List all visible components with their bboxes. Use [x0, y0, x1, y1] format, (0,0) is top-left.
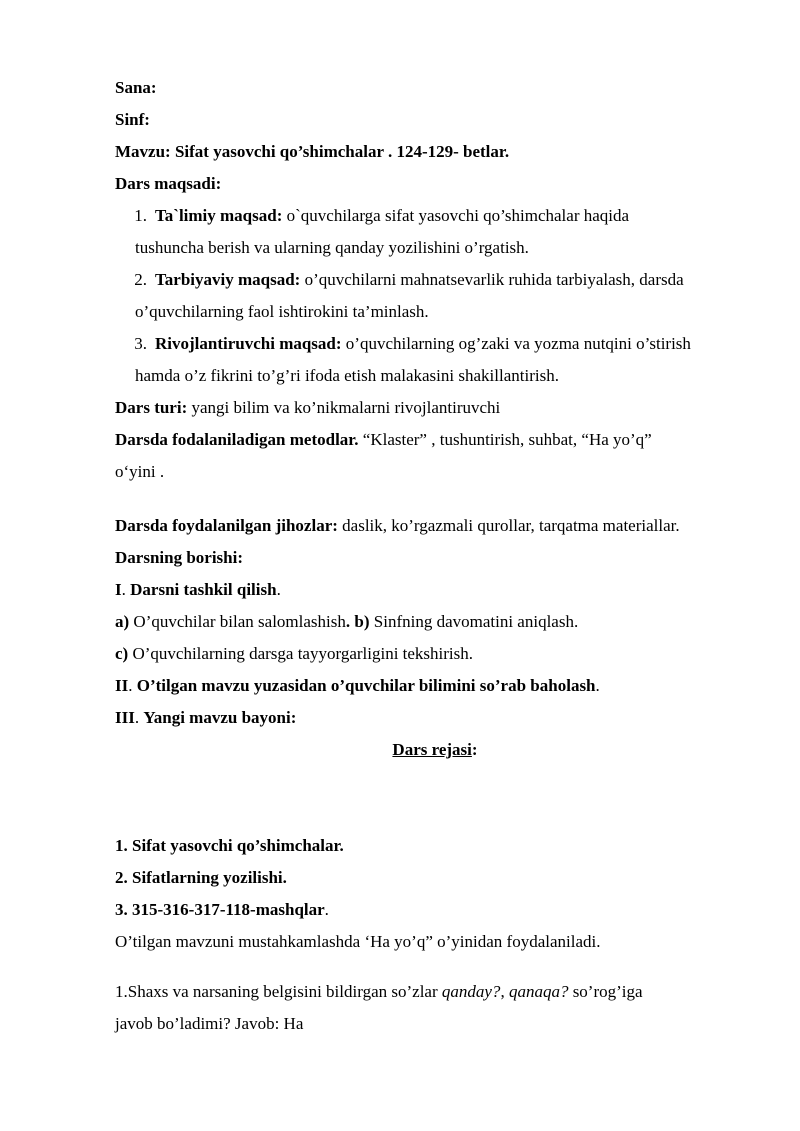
- sub-c-marker: c): [115, 644, 129, 663]
- goal-number: 3.: [134, 334, 147, 353]
- reja-title: Dars rejasi: [392, 740, 472, 759]
- goal-item-2-line2: o’quvchilarning faol ishtirokini ta’minlash.: [135, 302, 429, 321]
- plan-label: 1. Sifat yasovchi qo’shimchalar.: [115, 836, 344, 855]
- step-3: [115, 702, 755, 734]
- mavzu-line: Mavzu: Sifat yasovchi qo’shimchalar . 124-129- betlar.: [115, 142, 510, 161]
- goal-item-3-line2: hamda o’z fikrini to’g’ri ifoda etish malakasini shakillantirish.: [135, 366, 559, 385]
- spacer: [115, 958, 755, 976]
- plan-label: 2. Sifatlarning yozilishi.: [115, 868, 287, 887]
- step-end: .: [276, 580, 281, 599]
- dars-turi-text: yangi bilim va ko’nikmalarni rivojlantiruvchi: [187, 398, 501, 417]
- dars-turi-label: Dars turi:: [115, 398, 188, 417]
- goal-text: o’quvchilarning og’zaki va yozma nutqini o’stirish: [341, 334, 691, 353]
- plan-item-1: [115, 830, 755, 862]
- spacer: [115, 766, 755, 830]
- step-1-ab: [115, 606, 755, 638]
- step-1-c: [115, 638, 755, 670]
- goal-item-1-line2: tushuncha berish va ularning qanday yozilishini o’rgatish.: [135, 238, 529, 257]
- dars-maqsadi-heading: Dars maqsadi:: [115, 174, 222, 193]
- question-1-line1: [115, 976, 755, 1008]
- dars-turi-line: [115, 392, 755, 424]
- jihozlar-line: [115, 510, 755, 542]
- step-dot: .: [128, 676, 137, 695]
- metodlar-line: [115, 424, 755, 456]
- goal-label: Tarbiyaviy maqsad:: [155, 270, 301, 289]
- jihozlar-label: Darsda foydalanilgan jihozlar:: [115, 516, 338, 535]
- sub-b-marker: . b): [345, 612, 370, 631]
- question-italic-1: qanday?: [441, 982, 501, 1001]
- question-italic-2: qanaqa?: [508, 982, 569, 1001]
- borishi-heading: Darsning borishi:: [115, 548, 243, 567]
- question-1-line2: javob bo’ladimi? Javob: Ha: [115, 1014, 304, 1033]
- mustahkam-line: O’tilgan mavzuni mustahkamlashda ‘Ha yo’q” o’yinidan foydalaniladi.: [115, 932, 601, 951]
- sub-a-text: O’quvchilar bilan salomlashish: [129, 612, 346, 631]
- question-sep: ,: [500, 982, 509, 1001]
- step-2: [115, 670, 755, 702]
- goal-item-3-line1: [115, 328, 755, 360]
- reja-colon: :: [471, 740, 478, 759]
- plan-list: [115, 830, 755, 926]
- question-post: so’rog’iga: [568, 982, 643, 1001]
- metodlar-line2: o‘yini .: [115, 462, 165, 481]
- plan-end: .: [324, 900, 329, 919]
- sinf-label: Sinf:: [115, 110, 150, 129]
- sana-label: Sana:: [115, 78, 157, 97]
- plan-label: 3. 315-316-317-118-mashqlar: [115, 900, 325, 919]
- goal-item-1-line1: [115, 200, 755, 232]
- step-1: [115, 574, 755, 606]
- goal-text: o`quvchilarga sifat yasovchi qo’shimchalar haqida: [282, 206, 630, 225]
- sub-b-text: Sinfning davomatini aniqlash.: [369, 612, 579, 631]
- step-number: III: [115, 708, 135, 727]
- goal-label: Ta`limiy maqsad:: [155, 206, 283, 225]
- step-label: Darsni tashkil qilish: [130, 580, 277, 599]
- document-page: [115, 72, 755, 1040]
- goal-number: 2.: [134, 270, 147, 289]
- metodlar-label: Darsda fodalaniladigan metodlar.: [115, 430, 359, 449]
- step-number: I: [115, 580, 122, 599]
- goals-list: [115, 200, 755, 392]
- jihozlar-text: daslik, ko’rgazmali qurollar, tarqatma materiallar.: [337, 516, 680, 535]
- step-end: .: [595, 676, 600, 695]
- step-label: O’tilgan mavzu yuzasidan o’quvchilar bilimini so’rab baholash: [136, 676, 596, 695]
- sub-c-text: O’quvchilarning darsga tayyorgarligini tekshirish.: [128, 644, 474, 663]
- reja-heading: [115, 734, 755, 766]
- metodlar-text: “Klaster” , tushuntirish, suhbat, “Ha yo’q”: [358, 430, 652, 449]
- sub-a-marker: a): [115, 612, 130, 631]
- step-number: II: [115, 676, 129, 695]
- plan-item-3: [115, 894, 755, 926]
- goal-label: Rivojlantiruvchi maqsad:: [155, 334, 342, 353]
- step-dot: .: [134, 708, 144, 727]
- goal-item-2-line1: [115, 264, 755, 296]
- step-dot: .: [121, 580, 131, 599]
- goal-number: 1.: [134, 206, 147, 225]
- spacer: [115, 488, 755, 510]
- plan-item-2: [115, 862, 755, 894]
- question-text: 1.Shaxs va narsaning belgisini bildirgan so’zlar: [115, 982, 442, 1001]
- goal-text: o’quvchilarni mahnatsevarlik ruhida tarbiyalash, darsda: [300, 270, 684, 289]
- step-label: Yangi mavzu bayoni:: [143, 708, 297, 727]
